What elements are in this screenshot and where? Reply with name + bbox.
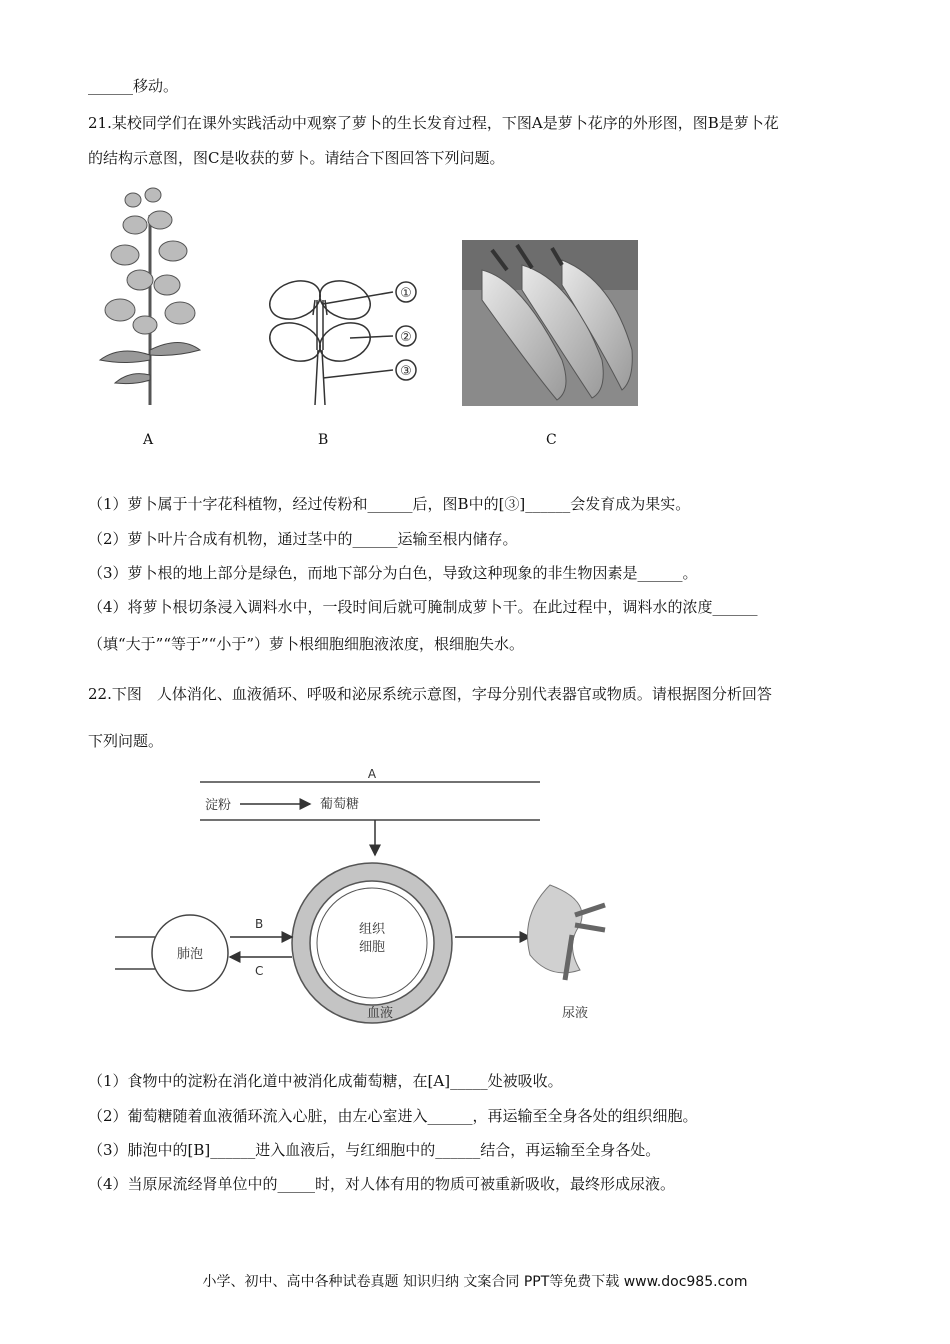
body-systems-diagram bbox=[110, 765, 650, 1030]
label-alveolus: 肺泡 bbox=[176, 947, 204, 962]
figure-c-label: C bbox=[546, 432, 557, 448]
q21-sub-2: （2）萝卜叶片合成有机物，通过茎中的______运输至根内储存。 bbox=[88, 530, 518, 548]
figure-c-radish-photo bbox=[462, 240, 638, 406]
figure-a-inflorescence bbox=[95, 185, 205, 410]
q22-intro-line-2: 下列问题。 bbox=[88, 732, 164, 750]
q21-intro-line-1: 21.某校同学们在课外实践活动中观察了萝卜的生长发育过程，下图A是萝卜花序的外形图，图B是萝卜花 bbox=[88, 114, 779, 132]
q22-sub-3: （3）肺泡中的[B]______进入血液后，与红细胞中的______结合，再运输至全身各处。 bbox=[88, 1141, 661, 1159]
label-glucose: 葡萄糖 bbox=[320, 797, 360, 812]
page-footer: 小学、初中、高中各种试卷真题 知识归纳 文案合同 PPT等免费下载 www.doc985.com bbox=[202, 1274, 748, 1290]
flower-part-2: ② bbox=[400, 330, 412, 345]
flower-part-1: ① bbox=[400, 286, 412, 301]
q21-sub-4-line-2: （填“大于”“等于”“小于”）萝卜根细胞细胞液浓度，根细胞失水。 bbox=[88, 635, 525, 653]
figure-b-flower-structure bbox=[265, 270, 425, 410]
label-b: B bbox=[255, 917, 264, 931]
q22-sub-2: （2）葡萄糖随着血液循环流入心脏，由左心室进入______，再运输至全身各处的组织细胞。 bbox=[88, 1107, 698, 1125]
figure-b-label: B bbox=[318, 432, 329, 448]
label-tissue-2: 细胞 bbox=[358, 940, 386, 955]
label-urine: 尿液 bbox=[561, 1006, 589, 1021]
q21-sub-4-line-1: （4）将萝卜根切条浸入调料水中，一段时间后就可腌制成萝卜干。在此过程中，调料水的浓度______ bbox=[88, 598, 758, 616]
label-tissue-1: 组织 bbox=[358, 922, 386, 937]
label-a: A bbox=[367, 767, 377, 781]
figure-a-label: A bbox=[143, 432, 154, 448]
label-blood: 血液 bbox=[366, 1006, 394, 1021]
flower-part-3: ③ bbox=[400, 364, 412, 379]
label-starch: 淀粉 bbox=[205, 798, 232, 813]
q21-intro-line-2: 的结构示意图，图C是收获的萝卜。请结合下图回答下列问题。 bbox=[88, 149, 505, 167]
q22-sub-4: （4）当原尿流经肾单位中的_____时，对人体有用的物质可被重新吸收，最终形成尿液。 bbox=[88, 1175, 676, 1193]
prev-answer-line: ______移动。 bbox=[88, 77, 179, 95]
q22-sub-1: （1）食物中的淀粉在消化道中被消化成葡萄糖，在[A]_____处被吸收。 bbox=[88, 1072, 563, 1090]
q21-sub-1: （1）萝卜属于十字花科植物，经过传粉和______后，图B中的[③]______会发育成为果实。 bbox=[88, 495, 691, 513]
label-c: C bbox=[255, 964, 264, 978]
q21-sub-3: （3）萝卜根的地上部分是绿色，而地下部分为白色，导致这种现象的非生物因素是______。 bbox=[88, 564, 698, 582]
q22-intro-line-1: 22.下图 人体消化、血液循环、呼吸和泌尿系统示意图，字母分别代表器官或物质。请根据图分析回答 bbox=[88, 685, 772, 703]
